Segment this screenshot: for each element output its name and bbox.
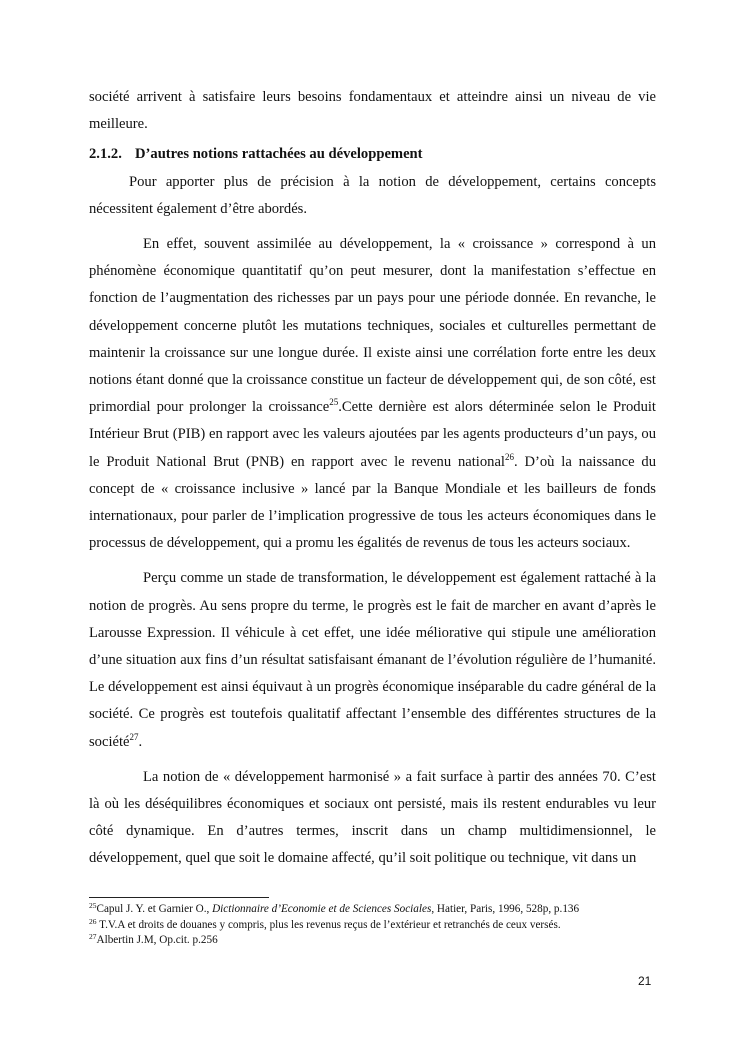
section-heading bbox=[89, 141, 656, 168]
footnote-27: $^{27}$Albertin J.M, Op.cit. p.256 bbox=[89, 932, 218, 946]
body-text bbox=[89, 84, 656, 873]
section-title: D’autres notions rattachées au développement bbox=[135, 146, 423, 163]
footnote-ref-25[interactable]: 25 bbox=[329, 397, 339, 408]
footnotes bbox=[89, 902, 669, 949]
section-number: 2.1.2. bbox=[89, 146, 122, 163]
paragraph-harmonise: La notion de « développement harmonisé » a fait surface à partir des années 70. C’est là où les déséquilibres économiques et sociaux ont persisté, mais ils restent endurables vu leur côté dynamique. En d’autres termes, inscrit dans un champ multidimensionnel, le développement, quel que soit le domaine affecté, qu’il soit politique ou technique, vit dans un bbox=[89, 768, 656, 867]
page-number: 21 bbox=[638, 974, 652, 988]
footnote-ref-26[interactable]: 26 bbox=[505, 451, 514, 462]
paragraph-croissance: En effet, souvent assimilée au développement, la « croissance » correspond à un phénomène économique quantitatif qu’on peut mesurer, dont la manifestation s’effectue en fonction de l’augmentation des richesses par un pays pour une période donnée. En revanche, le développement concerne plutôt les mutations techniques, sociales et culturelles permettant de maintenir la croissance sur une longue durée. Il existe ainsi une corrélation forte entre les deux notions étant donné que la croissance constitue un facteur de développement qui, de son côté, est primordial pour prolonger la croissance$^{25}$.Cette dernière est alors déterminée selon le Produit Intérieur Brut (PIB) en rapport avec les valeurs ajoutées par les agents producteurs d’un pays, ou le Produit National Brut (PNB) en rapport avec le revenu national$^{26}$. D’où la naissance du concept de « croissance inclusive » lancé par la Banque Mondiale et les bailleurs de fonds internationaux, pour parler de l’implication progressive de tous les acteurs économiques dans le processus de développement, qui a promu les égalités de revenus de tous les acteurs sociaux. bbox=[89, 236, 656, 552]
footnote-separator bbox=[89, 897, 269, 898]
footnote-26: $^{26}$ T.V.A et droits de douanes y compris, plus les revenus reçus de l’extérieur et retranchés de ceux versés. bbox=[89, 916, 561, 931]
paragraph-intro: Pour apporter plus de précision à la notion de développement, certains concepts nécessitent également d’être abordés. bbox=[89, 173, 656, 217]
paragraph-progres: Perçu comme un stade de transformation, le développement est également rattaché à la notion de progrès. Au sens propre du terme, le progrès est le fait de marcher en avant d’après le Larousse Expression. Il véhicule à cet effet, une idée méliorative qui stipule une amélioration d’une situation aux fins d’un résultat satisfaisant émanant de l’évolution régulière de l’humanité. Le développement est ainsi équivaut à un progrès économique inséparable du cadre général de la société. Ce progrès est toutefois qualitatif affectant l’ensemble des différentes structures de la société$^{27}$. bbox=[89, 570, 656, 750]
footnote-ref-27[interactable]: 27 bbox=[129, 731, 139, 742]
footnote-25: $^{25}$Capul J. Y. et Garnier O., Dictionnaire d’Economie et de Sciences Sociales, Hatier, Paris, 1996, 528p, p.136 bbox=[89, 901, 580, 915]
paragraph-continuation: société arrivent à satisfaire leurs besoins fondamentaux et atteindre ainsi un niveau de vie meilleure. bbox=[89, 89, 656, 133]
